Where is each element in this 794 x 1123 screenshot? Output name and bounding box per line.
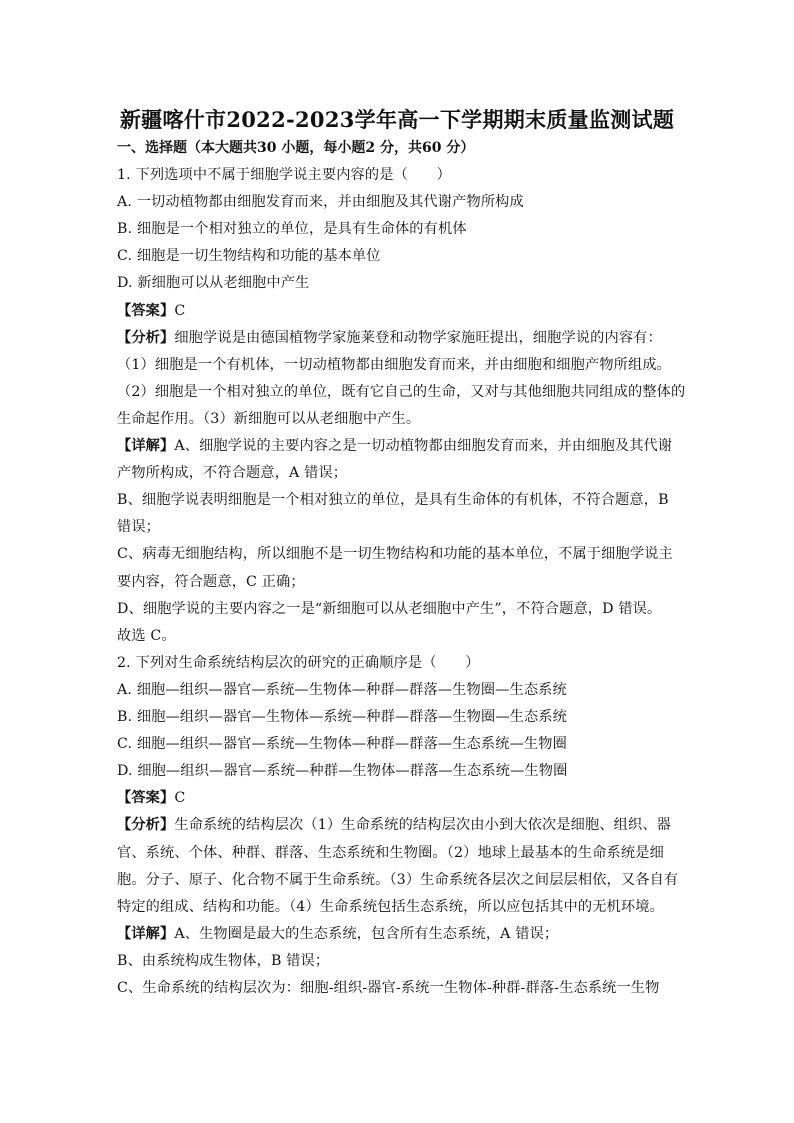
text-line [117, 571, 305, 591]
text-line [117, 272, 309, 292]
line-tag: 【分析】 [117, 817, 175, 834]
line-text: 细胞学说是由德国植物学家施莱登和动物学家施旺提出，细胞学说的内容有： [174, 329, 662, 346]
text-line [117, 218, 467, 238]
line-text: （1）细胞是一个有机体，一切动植物都由细胞发育而来，并由细胞和细胞产物所组成。 [117, 356, 672, 373]
line-text: 1. 下列选项中不属于细胞学说主要内容的是（ ） [117, 167, 451, 183]
text-line [117, 625, 176, 645]
text-line [117, 408, 420, 428]
text-line [117, 977, 659, 997]
text-line [117, 462, 347, 482]
text-line [117, 245, 381, 265]
line-text: （2）细胞是一个相对独立的单位，既有它自己的生命，又对与其他细胞共同组成的整体的 [117, 383, 686, 400]
line-text: C、生命系统的结构层次为：细胞-组织-器官-系统一生物体-种群-群落-生态系统一生物 [117, 980, 660, 996]
line-text: 生命起作用。（3）新细胞可以从老细胞中产生。 [117, 410, 421, 427]
text-line [117, 598, 661, 618]
text-line [117, 489, 669, 509]
text-line [117, 787, 185, 807]
line-text: C [174, 790, 186, 807]
text-line [117, 896, 664, 916]
line-tag: 【分析】 [117, 329, 175, 346]
line-text: 生命系统的结构层次（1）生命系统的结构层次由小到大依次是细胞、组织、器 [174, 817, 672, 834]
line-text: C. 细胞是一切生物结构和功能的基本单位 [117, 248, 381, 265]
line-text: C. 细胞—组织—器官—系统—生物体—种群—群落—生态系统—生物圈 [117, 736, 567, 753]
line-text: C、病毒无细胞结构，所以细胞不是一切生物结构和功能的基本单位，不属于细胞学说主 [117, 546, 673, 563]
line-text: B. 细胞是一个相对独立的单位，是具有生命体的有机体 [117, 221, 467, 238]
text-line [117, 950, 329, 970]
line-text: A. 一切动植物都由细胞发育而来，并由细胞及其代谢产物所构成 [117, 194, 524, 211]
document-title: 新疆喀什市2022-2023学年高一下学期期末质量监测试题 [119, 107, 675, 132]
line-text: B、由系统构成生物体，B 错误； [117, 952, 330, 969]
section-heading: 一、选择题（本大题共30 小题，每小题2 分，共60 分） [117, 140, 475, 156]
text-line [117, 706, 567, 726]
text-line [117, 679, 567, 699]
line-text: A. 细胞—组织—器官—系统—生物体—种群—群落—生物圈—生态系统 [117, 681, 567, 698]
line-text: A、细胞学说的主要内容之是一切动植物都由细胞发育而来，并由细胞及其代谢 [174, 438, 673, 454]
text-line [117, 191, 524, 211]
line-text: A、生物圈是最大的生态系统，包含所有生态系统，A 错误； [174, 925, 559, 942]
line-tag: 【答案】 [117, 790, 175, 807]
line-tag: 【答案】 [117, 302, 175, 319]
line-text: D、细胞学说的主要内容之一是“新细胞可以从老细胞中产生”，不符合题意，D 错误。 [117, 600, 662, 617]
text-line [117, 733, 567, 753]
line-text: 故选 C。 [117, 627, 176, 644]
line-tag: 【详解】 [117, 925, 175, 942]
text-line [117, 814, 671, 834]
text-line [117, 923, 558, 943]
line-text: B、细胞学说表明细胞是一个相对独立的单位，是具有生命体的有机体，不符合题意，B [117, 492, 669, 509]
text-line [117, 381, 685, 401]
line-text: 产物所构成，不符合题意，A 错误； [117, 465, 348, 482]
text-line [117, 760, 567, 780]
text-line [117, 543, 673, 563]
text-line [117, 652, 480, 672]
line-text: D. 新细胞可以从老细胞中产生 [117, 275, 310, 292]
line-text: 要内容，符合题意，C 正确； [117, 573, 305, 590]
line-text: C [174, 302, 186, 319]
line-text: 官、系统、个体、种群、群落、生态系统和生物圈。（2）地球上最基本的生命系统是细 [117, 844, 664, 861]
line-tag: 【详解】 [117, 438, 175, 454]
text-line [117, 435, 672, 455]
text-line [117, 516, 160, 536]
line-text: D. 细胞—组织—器官—系统—种群—生物体—群落—生态系统—生物圈 [117, 763, 568, 780]
line-text: B. 细胞—组织—器官—生物体—系统—种群—群落—生物圈—生态系统 [117, 709, 568, 725]
text-line [117, 842, 664, 862]
line-text: 特定的组成、结构和功能。（4）生命系统包括生态系统，所以应包括其中的无机环境。 [117, 898, 664, 915]
text-line [117, 164, 451, 184]
text-line [117, 869, 678, 889]
text-line [117, 327, 662, 347]
text-line [117, 354, 671, 374]
line-text: 2. 下列对生命系统结构层次的研究的正确顺序是（ ） [117, 654, 480, 671]
line-text: 错误； [117, 519, 161, 536]
text-line [117, 300, 185, 320]
line-text: 胞。分子、原子、化合物不属于生命系统。（3）生命系统各层次之间层层相依，又各自有 [117, 871, 679, 888]
